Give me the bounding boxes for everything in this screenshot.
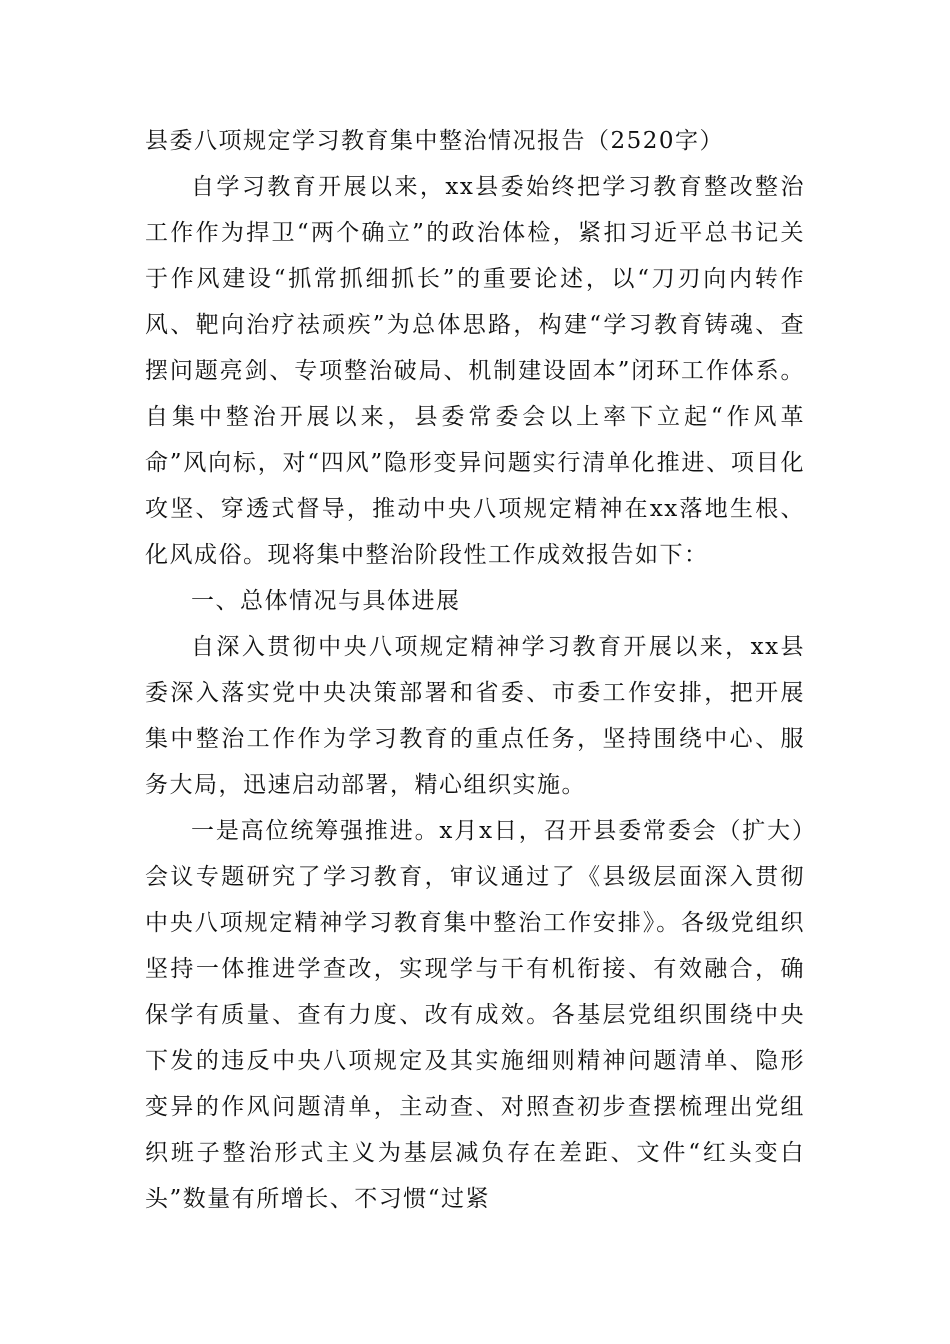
progress-paragraph: 自深入贯彻中央八项规定精神学习教育开展以来，xx县委深入落实党中央决策部署和省委、市委工作安排，把开展集中整治工作作为学习教育的重点任务，坚持围绕中心、服务大局，迅速启动部署，精心组织实施。 bbox=[145, 634, 805, 798]
document-title: 县委八项规定学习教育集中整治情况报告（2520字） bbox=[145, 128, 725, 154]
document-body bbox=[145, 118, 805, 1222]
intro-paragraph: 自学习教育开展以来，xx县委始终把学习教育整改整治工作作为捍卫“两个确立”的政治体检，紧扣习近平总书记关于作风建设“抓常抓细抓长”的重要论述，以“刀刃向内转作风、靶向治疗祛顽疾”为总体思路，构建“学习教育铸魂、查摆问题亮剑、专项整治破局、机制建设固本”闭环工作体系。自集中整治开展以来，县委常委会以上率下立起“作风革命”风向标，对“四风”隐形变异问题实行清单化推进、项目化攻坚、穿透式督导，推动中央八项规定精神在xx落地生根、化风成俗。现将集中整治阶段性工作成效报告如下： bbox=[145, 174, 805, 568]
section-heading: 一、总体情况与具体进展 bbox=[191, 588, 461, 614]
coordination-paragraph: 一是高位统筹强推进。x月x日，召开县委常委会（扩大）会议专题研究了学习教育，审议通过了《县级层面深入贯彻中央八项规定精神学习教育集中整治工作安排》。各级党组织坚持一体推进学查改，实现学与干有机衔接、有效融合，确保学有质量、查有力度、改有成效。各基层党组织围绕中央下发的违反中央八项规定及其实施细则精神问题清单、隐形变异的作风问题清单，主动查、对照查初步查摆梳理出党组织班子整治形式主义为基层减负存在差距、文件“红头变白头”数量有所增长、不习惯“过紧 bbox=[145, 818, 805, 1212]
